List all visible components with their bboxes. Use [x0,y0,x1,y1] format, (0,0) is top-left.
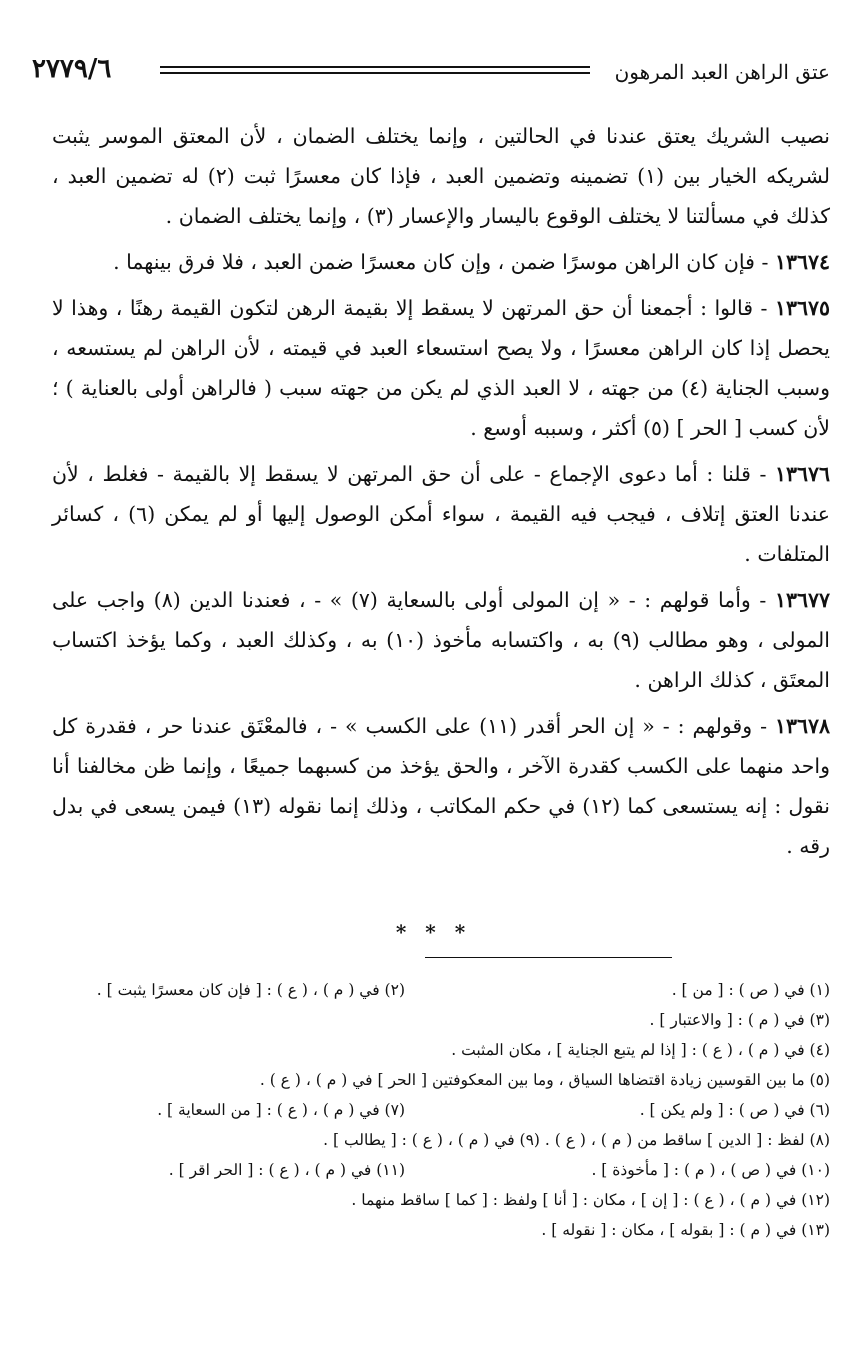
footnote-line [82,1005,830,1035]
paragraph-number: ١٣٦٧٧ [774,588,830,612]
footnotes [82,975,830,1245]
paragraph-number: ١٣٦٧٦ [774,462,830,486]
footnote: (٢) في ( م ) ، ( ع ) : [ فإن كان معسرًا يثبت ] . [96,981,405,999]
footnote-divider [425,957,672,958]
footnote: (٦) في ( ص ) : [ ولم يكن ] . [639,1101,830,1119]
footnote: (١٣) في ( م ) : [ بقوله ] ، مكان : [ نقوله ] . [541,1221,830,1239]
paragraph-number: ١٣٦٧٥ [774,296,830,320]
footnote: (٤) في ( م ) ، ( ع ) : [ إذا لم يتبع الجناية ] ، مكان المثبت . [451,1041,830,1059]
footnote: (١) في ( ص ) : [ من ] . [671,981,830,999]
paragraph-text: - وقولهم : - « إن الحر أقدر (١١) على الكسب » - ، فالمعْتَق عندنا حر ، فقدرة كل واحد منهما على الكسب كقدرة الآخر ، والحق يؤخذ من كسبهما جميعًا ، وإنما ظن مخالفنا أنا نقول : إنه يستسعى كما (١٢) في حكم المكاتب ، وذلك إنما نقوله (١٣) فيمن يسعى في بدل رقه . [52,714,830,858]
footnote: (١٠) في ( ص ) ، ( م ) : [ مأخوذة ] . [591,1161,830,1179]
paragraph [52,454,830,574]
footnote: (٧) في ( م ) ، ( ع ) : [ من السعاية ] . [157,1101,405,1119]
paragraph-text: - فإن كان الراهن موسرًا ضمن ، وإن كان معسرًا ضمن العبد ، فلا فرق بينهما . [113,250,775,274]
paragraph-number: ١٣٦٧٤ [774,250,830,274]
paragraph [52,288,830,448]
footnote-line [82,1215,830,1245]
footnote: (٣) في ( م ) : [ والاعتبار ] . [649,1011,830,1029]
paragraph [52,580,830,700]
header-double-rule [160,66,590,74]
paragraph [52,242,830,282]
page-number: ٢٧٧٩/٦ [32,54,112,84]
paragraph-number: ١٣٦٧٨ [774,714,831,738]
footnote: (١٢) في ( م ) ، ( ع ) : [ إن ] ، مكان : [ أنا ] ولفظ : [ كما ] ساقط منهما . [351,1191,830,1209]
footnote-line [82,1155,830,1185]
paragraph [52,706,830,866]
footnote-line [82,1065,830,1095]
footnote: (٨) لفظ : [ الدين ] ساقط من ( م ) ، ( ع ) . (٩) في ( م ) ، ( ع ) : [ يطالب ] . [323,1131,830,1149]
footnote-line [82,1125,830,1155]
footnote: (٥) ما بين القوسين زيادة اقتضاها السياق ، وما بين المعكوفتين [ الحر ] في ( م ) ، ( ع ) . [259,1071,830,1089]
footnote-line [82,1185,830,1215]
paragraph-text: نصيب الشريك يعتق عندنا في الحالتين ، وإنما يختلف الضمان ، لأن المعتق الموسر يثبت لشريكه الخيار بين (١) تضمينه وتضمين العبد ، فإذا كان معسرًا ثبت (٢) له تضمين العبد ، كذلك في مسألتنا لا يختلف الوقوع باليسار والإعسار (٣) ، وإنما يختلف الضمان . [52,124,830,228]
footnote-line [82,1095,830,1125]
page-header [32,52,830,84]
section-separator: * * * [395,920,472,944]
footnote-line [82,975,830,1005]
running-title: عتق الراهن العبد المرهون [614,60,830,84]
paragraph-text: - قالوا : أجمعنا أن حق المرتهن لا يسقط إلا بقيمة الرهن لتكون القيمة رهنًا ، وهذا لا يحصل إذا كان الراهن معسرًا ، ولا يصح استسعاء العبد في قيمته ، لأن الراهن لم يستسعه ، وسبب الجناية (٤) من جهته ، لا العبد الذي لم يكن من جهته سبب ( فالراهن أولى بالعناية ) ؛ لأن كسب [ الحر ] (٥) أكثر ، وسببه أوسع . [52,296,830,440]
paragraph-text: - قلنا : أما دعوى الإجماع - على أن حق المرتهن لا يسقط إلا بالقيمة - فغلط ، لأن عندنا العتق إتلاف ، فيجب فيه القيمة ، سواء أمكن الوصول إليها أو لم يمكن (٦) ، كسائر المتلفات . [52,462,830,566]
footnote: (١١) في ( م ) ، ( ع ) : [ الحر اقر ] . [168,1161,405,1179]
paragraph-text: - وأما قولهم : - « إن المولى أولى بالسعاية (٧) » - ، فعندنا الدين (٨) واجب على المولى ، وهو مطالب (٩) به ، واكتسابه مأخوذ (١٠) به ، وكذلك العبد ، وكما يؤخذ اكتساب المعتَق ، كذلك الراهن . [52,588,830,692]
main-text [52,116,830,872]
paragraph [52,116,830,236]
footnote-line [82,1035,830,1065]
